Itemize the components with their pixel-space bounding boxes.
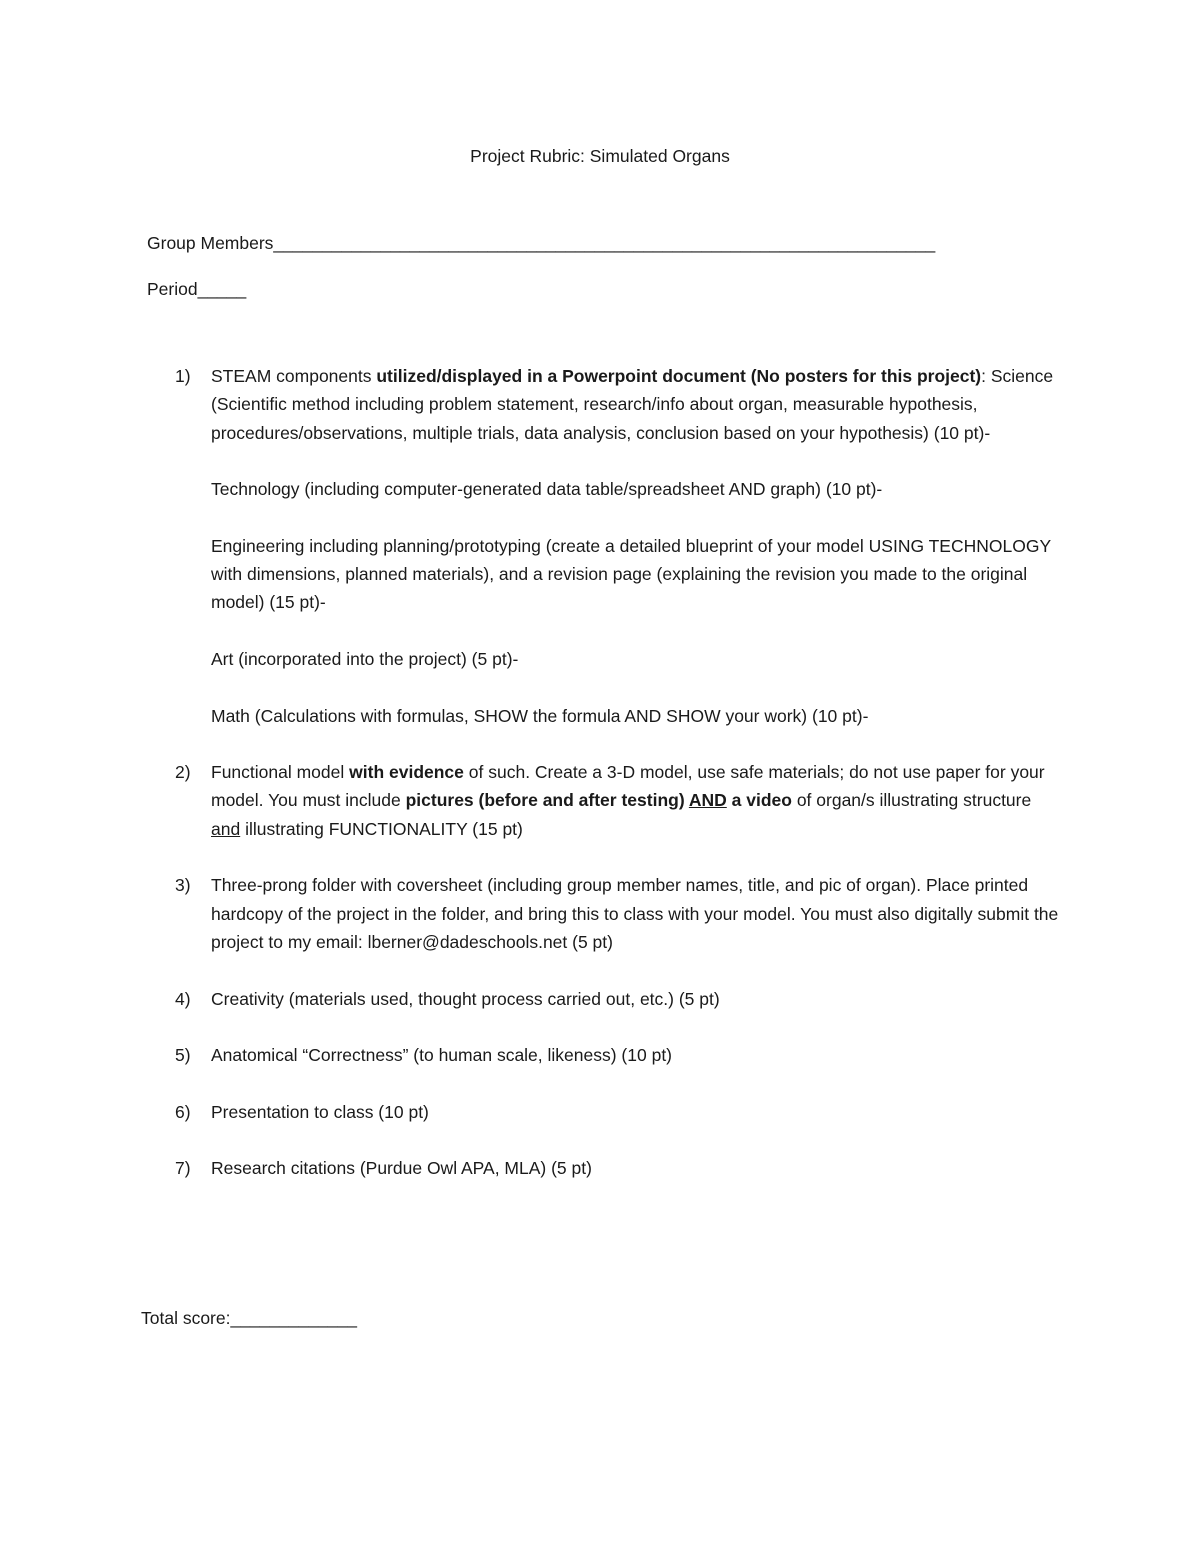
bold-run: a video — [726, 790, 792, 811]
rubric-list — [0, 362, 1200, 1211]
citations-criteria: Research citations (Purdue Owl APA, MLA) (5 pt) — [211, 1158, 592, 1179]
item-number: 6) — [175, 1101, 191, 1122]
total-score-field: Total score:_____________ — [141, 1308, 358, 1328]
item-number: 7) — [175, 1158, 191, 1179]
rubric-item-presentation — [0, 1098, 1061, 1126]
rubric-item-functional-model — [0, 758, 1061, 843]
text-run: illustrating FUNCTIONALITY (15 pt) — [240, 818, 523, 839]
item-number: 2) — [175, 762, 191, 783]
anatomical-criteria: Anatomical “Correctness” (to human scale, likeness) (10 pt) — [211, 1045, 673, 1066]
group-members-field: Group Members____________________________________________________________________ — [147, 233, 936, 253]
functional-model-text — [211, 758, 1061, 843]
item-number: 3) — [175, 875, 191, 896]
item-number: 5) — [175, 1045, 191, 1066]
period-field: Period_____ — [147, 279, 247, 299]
technology-criteria: Technology (including computer-generated data table/spreadsheet AND graph) (10 pt)- — [211, 479, 883, 500]
science-criteria: : Science (Scientific method including problem statement, research/info about organ, measurable hypothesis, procedures/observations, multiple trials, data analysis, conclusion based on your hypothesis) (10 pt)- — [211, 366, 1054, 443]
bold-run: pictures (before and after testing) — [405, 790, 689, 811]
item-number: 4) — [175, 988, 191, 1009]
text-run: of organ/s illustrating structure — [791, 790, 1032, 811]
rubric-item-folder — [0, 871, 1061, 956]
math-criteria: Math (Calculations with formulas, SHOW the formula AND SHOW your work) (10 pt)- — [211, 705, 869, 726]
art-criteria: Art (incorporated into the project) (5 pt)- — [211, 648, 519, 669]
bold-run: with evidence — [349, 762, 464, 783]
presentation-criteria: Presentation to class (10 pt) — [211, 1101, 429, 1122]
engineering-criteria: Engineering including planning/prototyping (create a detailed blueprint of your model USING TECHNOLOGY with dimensions, planned materials), and a revision page (explaining the revision you made to the original model) (15 pt)- — [211, 535, 1051, 613]
creativity-criteria: Creativity (materials used, thought process carried out, etc.) (5 pt) — [211, 988, 720, 1009]
steam-emphasis: utilized/displayed in a Powerpoint document (No posters for this project) — [376, 366, 982, 386]
item-number: 1) — [175, 366, 191, 386]
rubric-item-anatomical — [0, 1041, 1061, 1069]
folder-criteria: Three-prong folder with coversheet (including group member names, title, and pic of organ). Place printed hardcopy of the project in the folder, and bring this to class with your model. You must also digitally submit the project to my email: lberner@dadeschools.net (5 pt) — [211, 875, 1059, 952]
steam-intro: STEAM components — [211, 366, 377, 386]
rubric-item-steam — [0, 362, 1061, 730]
text-run: of such. Create a 3-D model, use safe materials; do not use paper for your model. You must include — [211, 762, 1045, 811]
text-run: Functional model — [211, 762, 350, 783]
rubric-item-citations — [0, 1154, 1061, 1182]
rubric-item-creativity — [0, 985, 1061, 1013]
bold-underline-run: AND — [688, 790, 727, 811]
steam-science-text — [211, 362, 1061, 447]
page-title: Project Rubric: Simulated Organs — [470, 146, 730, 166]
underline-run: and — [211, 818, 241, 839]
